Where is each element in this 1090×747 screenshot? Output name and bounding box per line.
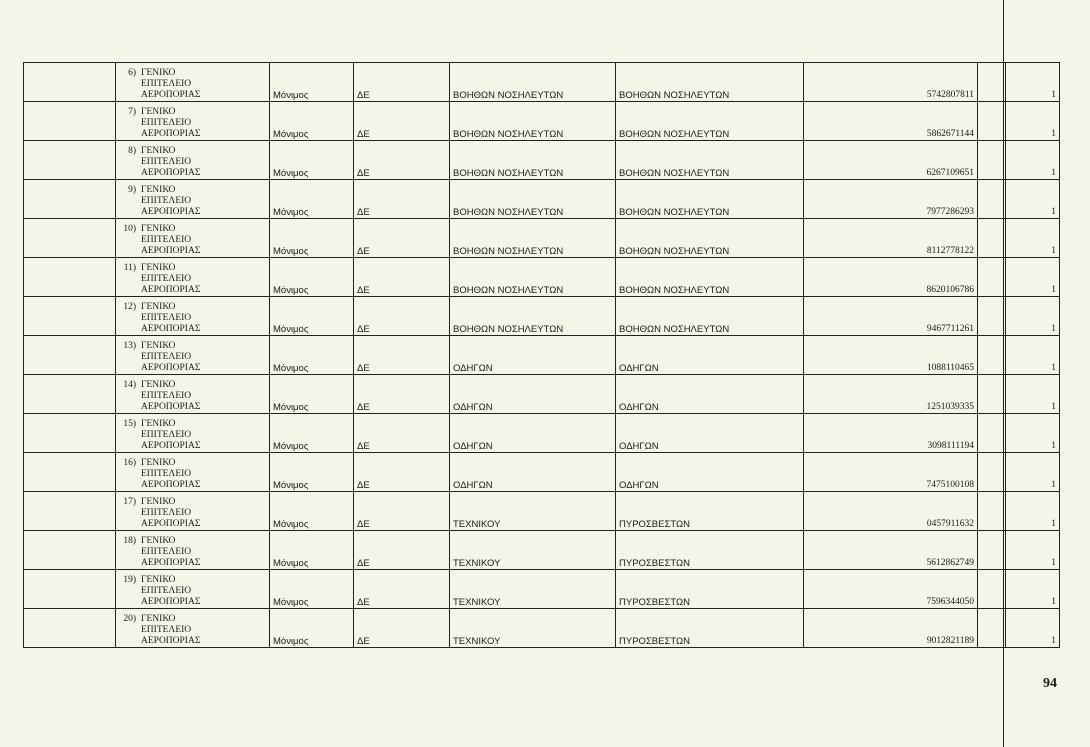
branch-cell: ΒΟΗΘΩΝ ΝΟΣΗΛΕΥΤΩΝ	[450, 180, 616, 219]
org-line-2: ΕΠΙΤΕΛΕΙΟ	[141, 313, 192, 323]
code-cell: 5742807811	[804, 63, 978, 102]
specialty-cell: ΟΔΗΓΩΝ	[616, 375, 804, 414]
blank-cell	[24, 453, 116, 492]
row-number: 14)	[123, 380, 136, 390]
org-line-3: ΑΕΡΟΠΟΡΙΑΣ	[141, 90, 201, 100]
employment-relation-cell: Μόνιμος	[270, 258, 354, 297]
table-row	[24, 336, 1060, 375]
blank-cell	[978, 63, 1006, 102]
category-cell: ΔΕ	[354, 297, 450, 336]
row-number: 13)	[123, 341, 136, 351]
specialty-cell: ΒΟΗΘΩΝ ΝΟΣΗΛΕΥΤΩΝ	[616, 219, 804, 258]
org-line-3: ΑΕΡΟΠΟΡΙΑΣ	[141, 324, 201, 334]
org-line-3: ΑΕΡΟΠΟΡΙΑΣ	[141, 519, 201, 529]
specialty-cell: ΠΥΡΟΣΒΕΣΤΩΝ	[616, 570, 804, 609]
employment-relation-cell: Μόνιμος	[270, 492, 354, 531]
branch-cell: ΒΟΗΘΩΝ ΝΟΣΗΛΕΥΤΩΝ	[450, 219, 616, 258]
blank-cell	[24, 63, 116, 102]
org-line-3: ΑΕΡΟΠΟΡΙΑΣ	[141, 207, 201, 217]
count-cell: 1	[1006, 453, 1060, 492]
branch-cell: ΟΔΗΓΩΝ	[450, 453, 616, 492]
org-line-2: ΕΠΙΤΕΛΕΙΟ	[141, 118, 192, 128]
category-cell: ΔΕ	[354, 180, 450, 219]
branch-cell: ΤΕΧΝΙΚΟΥ	[450, 570, 616, 609]
org-line-2: ΕΠΙΤΕΛΕΙΟ	[141, 235, 192, 245]
org-line-3: ΑΕΡΟΠΟΡΙΑΣ	[141, 285, 201, 295]
blank-cell	[24, 180, 116, 219]
category-cell: ΔΕ	[354, 570, 450, 609]
org-line-2: ΕΠΙΤΕΛΕΙΟ	[141, 79, 192, 89]
row-number: 16)	[123, 458, 136, 468]
org-line-1: ΓΕΝΙΚΟ	[141, 458, 176, 468]
code-cell: 9467711261	[804, 297, 978, 336]
row-number: 9)	[128, 185, 136, 195]
organization-cell	[116, 414, 270, 453]
org-line-3: ΑΕΡΟΠΟΡΙΑΣ	[141, 363, 201, 373]
blank-cell	[978, 180, 1006, 219]
count-cell: 1	[1006, 63, 1060, 102]
category-cell: ΔΕ	[354, 63, 450, 102]
blank-cell	[24, 141, 116, 180]
row-number: 17)	[123, 497, 136, 507]
org-line-1: ΓΕΝΙΚΟ	[141, 614, 176, 624]
org-line-1: ΓΕΝΙΚΟ	[141, 185, 176, 195]
category-cell: ΔΕ	[354, 531, 450, 570]
blank-cell	[24, 609, 116, 648]
row-number: 18)	[123, 536, 136, 546]
row-number: 7)	[128, 107, 136, 117]
specialty-cell: ΠΥΡΟΣΒΕΣΤΩΝ	[616, 492, 804, 531]
specialty-cell: ΒΟΗΘΩΝ ΝΟΣΗΛΕΥΤΩΝ	[616, 63, 804, 102]
organization-cell	[116, 570, 270, 609]
blank-cell	[978, 141, 1006, 180]
table-row	[24, 453, 1060, 492]
blank-cell	[24, 570, 116, 609]
branch-cell: ΟΔΗΓΩΝ	[450, 336, 616, 375]
org-line-1: ΓΕΝΙΚΟ	[141, 107, 176, 117]
specialty-cell: ΒΟΗΘΩΝ ΝΟΣΗΛΕΥΤΩΝ	[616, 258, 804, 297]
org-line-3: ΑΕΡΟΠΟΡΙΑΣ	[141, 168, 201, 178]
count-cell: 1	[1006, 531, 1060, 570]
row-number: 10)	[123, 224, 136, 234]
branch-cell: ΒΟΗΘΩΝ ΝΟΣΗΛΕΥΤΩΝ	[450, 102, 616, 141]
org-line-2: ΕΠΙΤΕΛΕΙΟ	[141, 508, 192, 518]
employment-relation-cell: Μόνιμος	[270, 180, 354, 219]
code-cell: 1251039335	[804, 375, 978, 414]
blank-cell	[978, 375, 1006, 414]
employment-relation-cell: Μόνιμος	[270, 102, 354, 141]
row-number: 19)	[123, 575, 136, 585]
org-line-1: ΓΕΝΙΚΟ	[141, 575, 176, 585]
employment-relation-cell: Μόνιμος	[270, 531, 354, 570]
branch-cell: ΒΟΗΘΩΝ ΝΟΣΗΛΕΥΤΩΝ	[450, 258, 616, 297]
blank-cell	[24, 258, 116, 297]
organization-cell	[116, 336, 270, 375]
specialty-cell: ΒΟΗΘΩΝ ΝΟΣΗΛΕΥΤΩΝ	[616, 180, 804, 219]
code-cell: 7977286293	[804, 180, 978, 219]
row-number: 12)	[123, 302, 136, 312]
org-line-1: ΓΕΝΙΚΟ	[141, 68, 176, 78]
table-row	[24, 258, 1060, 297]
org-line-3: ΑΕΡΟΠΟΡΙΑΣ	[141, 441, 201, 451]
blank-cell	[24, 297, 116, 336]
org-line-3: ΑΕΡΟΠΟΡΙΑΣ	[141, 129, 201, 139]
table-row	[24, 531, 1060, 570]
specialty-cell: ΒΟΗΘΩΝ ΝΟΣΗΛΕΥΤΩΝ	[616, 102, 804, 141]
branch-cell: ΒΟΗΘΩΝ ΝΟΣΗΛΕΥΤΩΝ	[450, 63, 616, 102]
blank-cell	[978, 453, 1006, 492]
table-row	[24, 492, 1060, 531]
row-number: 8)	[128, 146, 136, 156]
org-line-3: ΑΕΡΟΠΟΡΙΑΣ	[141, 558, 201, 568]
employment-relation-cell: Μόνιμος	[270, 609, 354, 648]
code-cell: 7475100108	[804, 453, 978, 492]
count-cell: 1	[1006, 297, 1060, 336]
table-row	[24, 141, 1060, 180]
blank-cell	[978, 531, 1006, 570]
specialty-cell: ΟΔΗΓΩΝ	[616, 336, 804, 375]
row-number: 20)	[123, 614, 136, 624]
code-cell: 5612862749	[804, 531, 978, 570]
employment-relation-cell: Μόνιμος	[270, 453, 354, 492]
org-line-2: ΕΠΙΤΕΛΕΙΟ	[141, 469, 192, 479]
count-cell: 1	[1006, 219, 1060, 258]
blank-cell	[978, 609, 1006, 648]
code-cell: 3098111194	[804, 414, 978, 453]
specialty-cell: ΟΔΗΓΩΝ	[616, 453, 804, 492]
org-line-2: ΕΠΙΤΕΛΕΙΟ	[141, 274, 192, 284]
code-cell: 0457911632	[804, 492, 978, 531]
table-row	[24, 414, 1060, 453]
employment-relation-cell: Μόνιμος	[270, 336, 354, 375]
category-cell: ΔΕ	[354, 336, 450, 375]
table-row	[24, 297, 1060, 336]
organization-cell	[116, 453, 270, 492]
table-row	[24, 219, 1060, 258]
category-cell: ΔΕ	[354, 453, 450, 492]
specialty-cell: ΟΔΗΓΩΝ	[616, 414, 804, 453]
code-cell: 5862671144	[804, 102, 978, 141]
org-line-3: ΑΕΡΟΠΟΡΙΑΣ	[141, 402, 201, 412]
table-row	[24, 63, 1060, 102]
category-cell: ΔΕ	[354, 219, 450, 258]
org-line-2: ΕΠΙΤΕΛΕΙΟ	[141, 547, 192, 557]
table-row	[24, 180, 1060, 219]
employment-relation-cell: Μόνιμος	[270, 141, 354, 180]
org-line-1: ΓΕΝΙΚΟ	[141, 380, 176, 390]
org-line-1: ΓΕΝΙΚΟ	[141, 419, 176, 429]
blank-cell	[978, 414, 1006, 453]
table-row	[24, 609, 1060, 648]
count-cell: 1	[1006, 102, 1060, 141]
branch-cell: ΟΔΗΓΩΝ	[450, 375, 616, 414]
code-cell: 8620106786	[804, 258, 978, 297]
category-cell: ΔΕ	[354, 609, 450, 648]
positions-table	[23, 62, 1060, 648]
branch-cell: ΤΕΧΝΙΚΟΥ	[450, 531, 616, 570]
blank-cell	[24, 336, 116, 375]
blank-cell	[978, 492, 1006, 531]
organization-cell	[116, 63, 270, 102]
org-line-2: ΕΠΙΤΕΛΕΙΟ	[141, 430, 192, 440]
org-line-2: ΕΠΙΤΕΛΕΙΟ	[141, 391, 192, 401]
row-number: 6)	[128, 68, 136, 78]
org-line-3: ΑΕΡΟΠΟΡΙΑΣ	[141, 246, 201, 256]
employment-relation-cell: Μόνιμος	[270, 570, 354, 609]
branch-cell: ΒΟΗΘΩΝ ΝΟΣΗΛΕΥΤΩΝ	[450, 297, 616, 336]
category-cell: ΔΕ	[354, 375, 450, 414]
organization-cell	[116, 180, 270, 219]
blank-cell	[24, 102, 116, 141]
code-cell: 9012821189	[804, 609, 978, 648]
count-cell: 1	[1006, 141, 1060, 180]
count-cell: 1	[1006, 492, 1060, 531]
org-line-2: ΕΠΙΤΕΛΕΙΟ	[141, 352, 192, 362]
specialty-cell: ΒΟΗΘΩΝ ΝΟΣΗΛΕΥΤΩΝ	[616, 141, 804, 180]
count-cell: 1	[1006, 258, 1060, 297]
org-line-3: ΑΕΡΟΠΟΡΙΑΣ	[141, 636, 201, 646]
org-line-1: ΓΕΝΙΚΟ	[141, 497, 176, 507]
employment-relation-cell: Μόνιμος	[270, 297, 354, 336]
category-cell: ΔΕ	[354, 414, 450, 453]
specialty-cell: ΠΥΡΟΣΒΕΣΤΩΝ	[616, 531, 804, 570]
category-cell: ΔΕ	[354, 141, 450, 180]
blank-cell	[24, 531, 116, 570]
organization-cell	[116, 297, 270, 336]
category-cell: ΔΕ	[354, 102, 450, 141]
branch-cell: ΤΕΧΝΙΚΟΥ	[450, 492, 616, 531]
organization-cell	[116, 492, 270, 531]
count-cell: 1	[1006, 180, 1060, 219]
employment-relation-cell: Μόνιμος	[270, 375, 354, 414]
org-line-3: ΑΕΡΟΠΟΡΙΑΣ	[141, 480, 201, 490]
code-cell: 7596344050	[804, 570, 978, 609]
code-cell: 1088110465	[804, 336, 978, 375]
blank-cell	[978, 219, 1006, 258]
org-line-1: ΓΕΝΙΚΟ	[141, 302, 176, 312]
table-row	[24, 102, 1060, 141]
employment-relation-cell: Μόνιμος	[270, 63, 354, 102]
organization-cell	[116, 609, 270, 648]
count-cell: 1	[1006, 375, 1060, 414]
row-number: 15)	[123, 419, 136, 429]
code-cell: 8112778122	[804, 219, 978, 258]
specialty-cell: ΠΥΡΟΣΒΕΣΤΩΝ	[616, 609, 804, 648]
count-cell: 1	[1006, 336, 1060, 375]
count-cell: 1	[1006, 609, 1060, 648]
org-line-1: ΓΕΝΙΚΟ	[141, 536, 176, 546]
organization-cell	[116, 219, 270, 258]
table-row	[24, 375, 1060, 414]
org-line-1: ΓΕΝΙΚΟ	[141, 224, 176, 234]
org-line-3: ΑΕΡΟΠΟΡΙΑΣ	[141, 597, 201, 607]
blank-cell	[978, 258, 1006, 297]
org-line-1: ΓΕΝΙΚΟ	[141, 263, 176, 273]
blank-cell	[24, 492, 116, 531]
organization-cell	[116, 141, 270, 180]
page-number: 94	[1043, 676, 1057, 691]
specialty-cell: ΒΟΗΘΩΝ ΝΟΣΗΛΕΥΤΩΝ	[616, 297, 804, 336]
org-line-2: ΕΠΙΤΕΛΕΙΟ	[141, 157, 192, 167]
org-line-1: ΓΕΝΙΚΟ	[141, 146, 176, 156]
employment-relation-cell: Μόνιμος	[270, 219, 354, 258]
organization-cell	[116, 375, 270, 414]
blank-cell	[24, 414, 116, 453]
blank-cell	[978, 297, 1006, 336]
branch-cell: ΤΕΧΝΙΚΟΥ	[450, 609, 616, 648]
branch-cell: ΒΟΗΘΩΝ ΝΟΣΗΛΕΥΤΩΝ	[450, 141, 616, 180]
org-line-1: ΓΕΝΙΚΟ	[141, 341, 176, 351]
row-number: 11)	[123, 263, 136, 273]
org-line-2: ΕΠΙΤΕΛΕΙΟ	[141, 586, 192, 596]
category-cell: ΔΕ	[354, 258, 450, 297]
code-cell: 6267109651	[804, 141, 978, 180]
org-line-2: ΕΠΙΤΕΛΕΙΟ	[141, 196, 192, 206]
category-cell: ΔΕ	[354, 492, 450, 531]
organization-cell	[116, 258, 270, 297]
blank-cell	[24, 375, 116, 414]
organization-cell	[116, 102, 270, 141]
blank-cell	[24, 219, 116, 258]
branch-cell: ΟΔΗΓΩΝ	[450, 414, 616, 453]
count-cell: 1	[1006, 414, 1060, 453]
org-line-2: ΕΠΙΤΕΛΕΙΟ	[141, 625, 192, 635]
count-cell: 1	[1006, 570, 1060, 609]
table-row	[24, 570, 1060, 609]
table-body	[24, 63, 1060, 648]
blank-cell	[978, 336, 1006, 375]
blank-cell	[978, 102, 1006, 141]
blank-cell	[978, 570, 1006, 609]
organization-cell	[116, 531, 270, 570]
employment-relation-cell: Μόνιμος	[270, 414, 354, 453]
